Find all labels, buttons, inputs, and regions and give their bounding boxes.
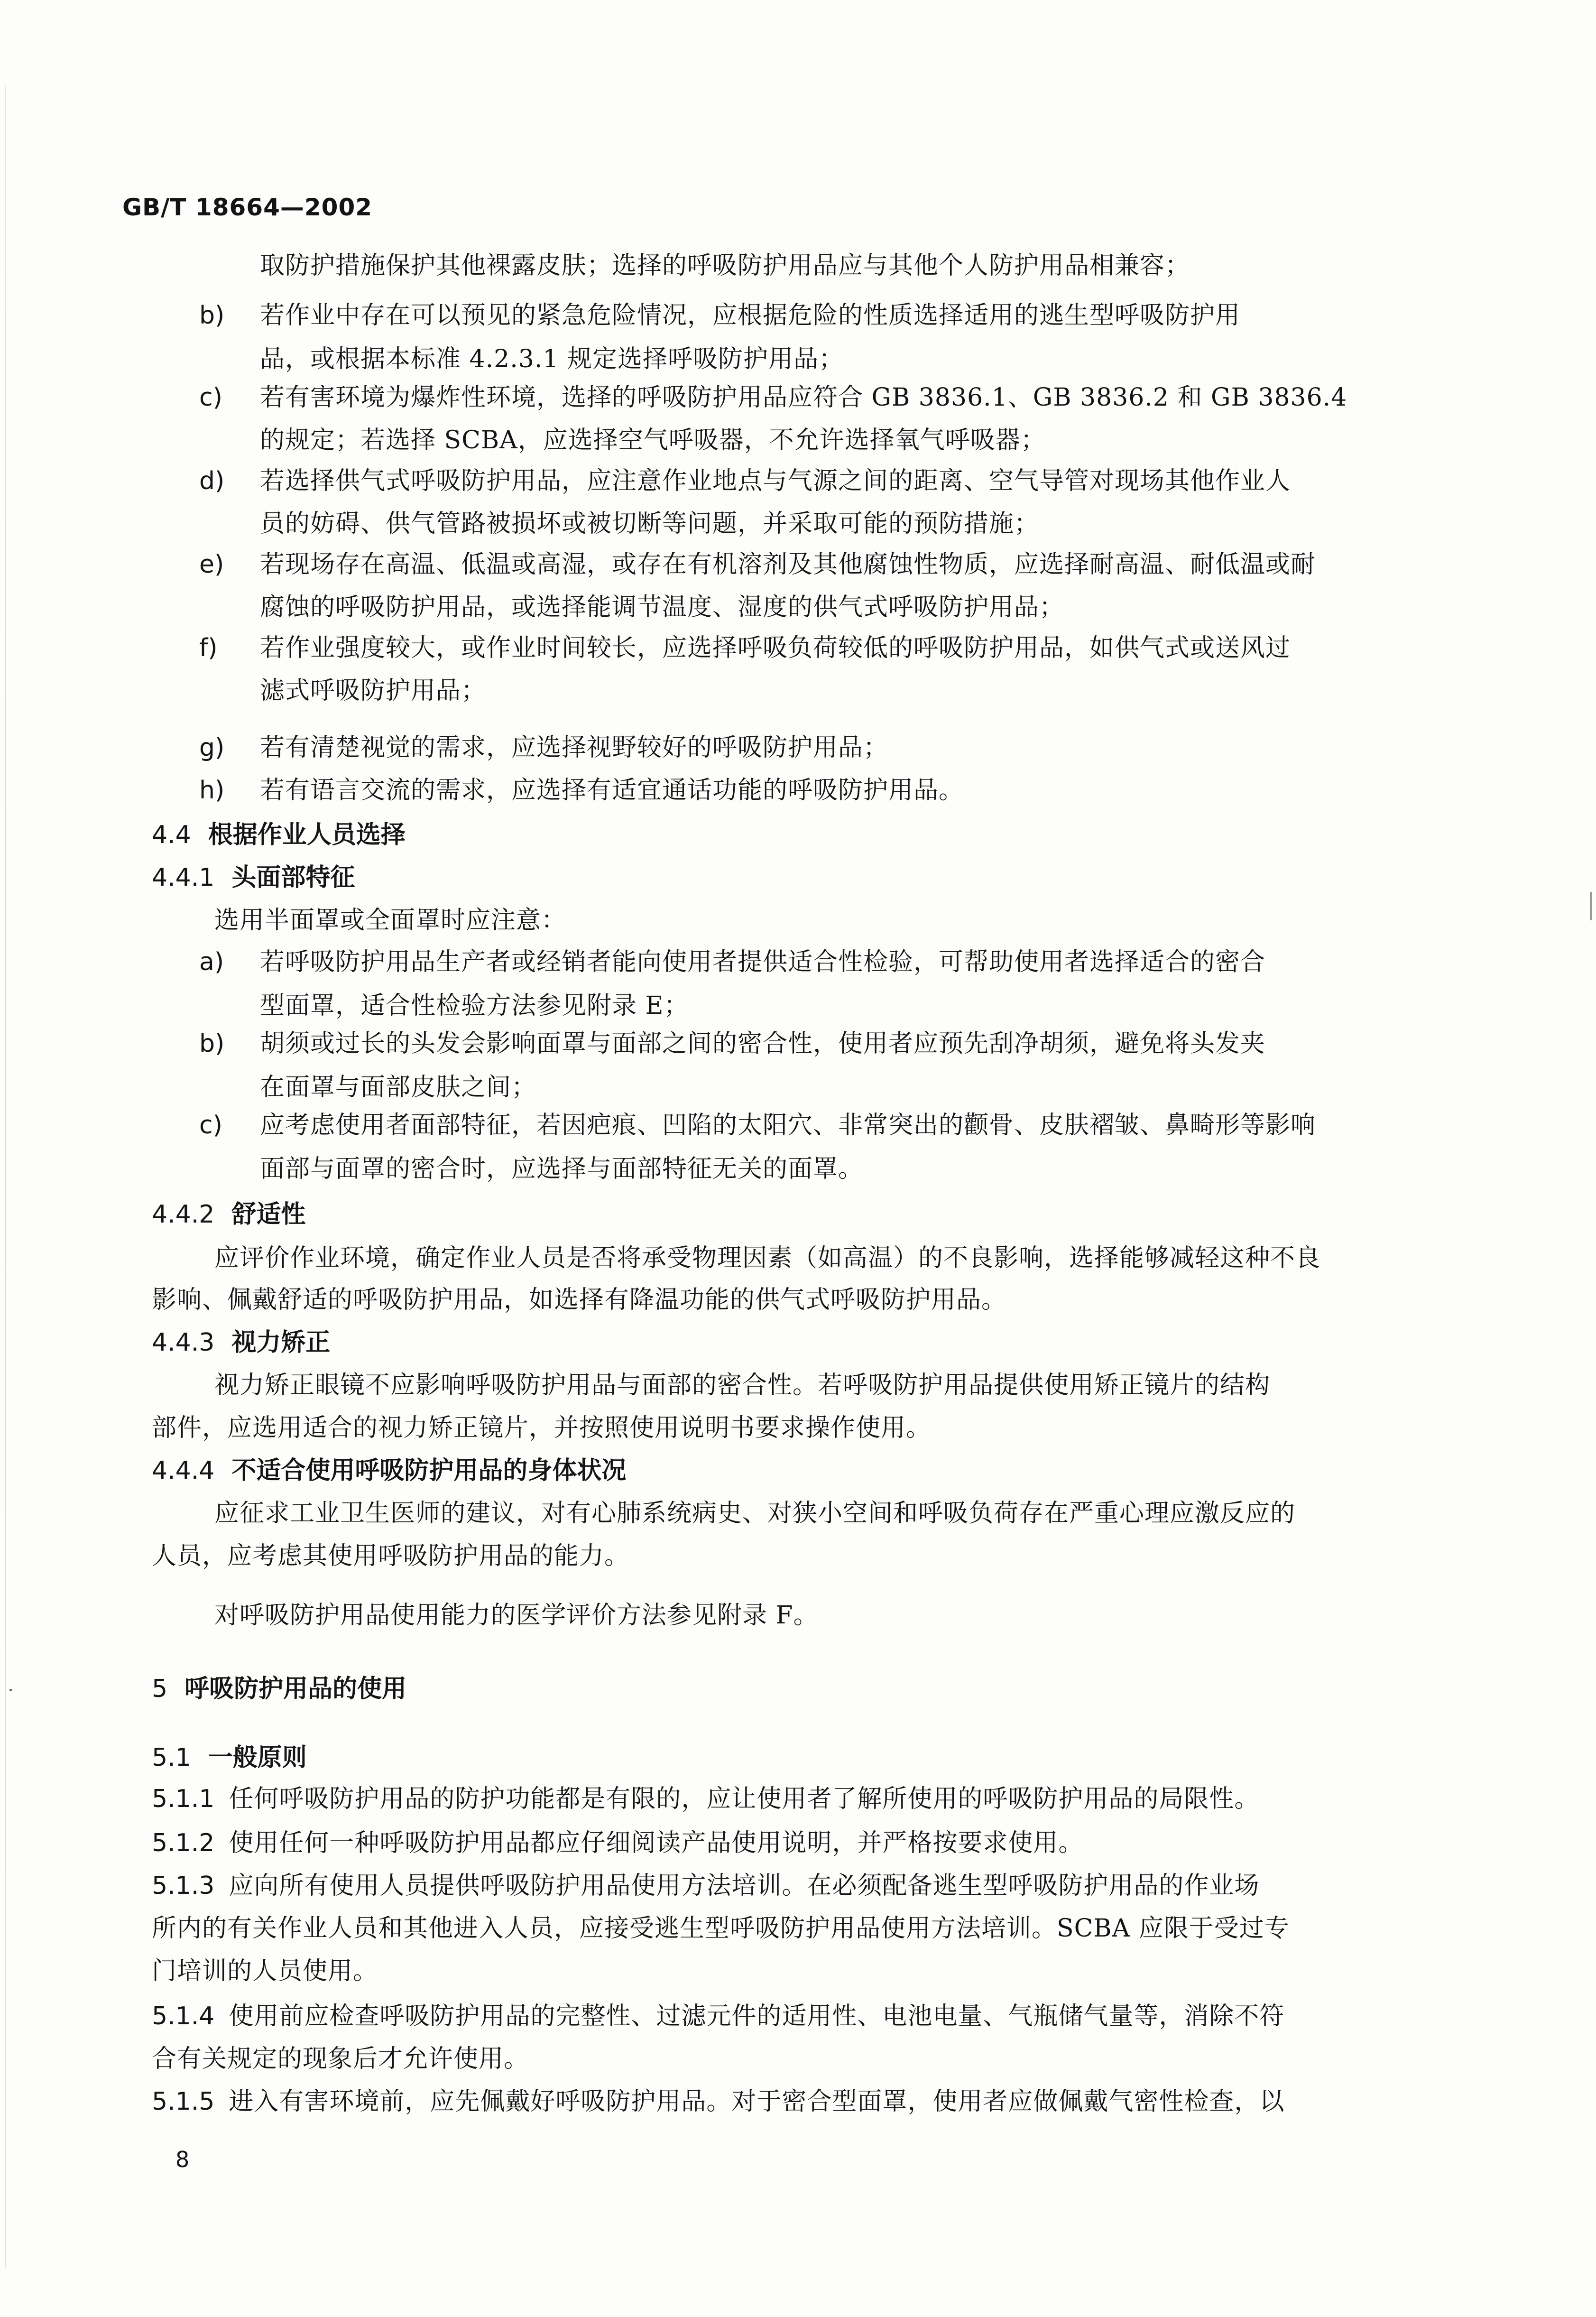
section-4-4-3-heading-title: 视力矫正 bbox=[231, 1328, 331, 1357]
scan-artifact bbox=[1590, 892, 1592, 920]
list-item-text: 胡须或过长的头发会影响面罩与面部之间的密合性，使用者应预先刮净胡须，避免将头发夹 bbox=[260, 1029, 1266, 1058]
list-item-text: 若有清楚视觉的需求，应选择视野较好的呼吸防护用品； bbox=[260, 733, 889, 762]
list-item-marker: e) bbox=[199, 550, 224, 579]
paragraph-line: 视力矫正眼镜不应影响呼吸防护用品与面部的密合性。若呼吸防护用品提供使用矫正镜片的结构 bbox=[214, 1371, 1271, 1399]
paragraph-line: 应评价作业环境，确定作业人员是否将承受物理因素（如高温）的不良影响，选择能够减轻这种不良 bbox=[214, 1244, 1321, 1272]
standard-code-header: GB/T 18664—2002 bbox=[122, 194, 373, 221]
clause-line bbox=[152, 1785, 1259, 1813]
list-item-marker: c) bbox=[199, 1111, 222, 1140]
clause-text: 使用任何一种呼吸防护用品都应仔细阅读产品使用说明，并严格按要求使用。 bbox=[229, 1829, 1084, 1857]
list-item-text: 若有害环境为爆炸性环境，选择的呼吸防护用品应符合 GB 3836.1、GB 3836.2 和 GB 3836.4 bbox=[260, 383, 1347, 412]
clause-continuation: 所内的有关作业人员和其他进入人员，应接受逃生型呼吸防护用品使用方法培训。SCBA 应限于受过专 bbox=[152, 1914, 1290, 1943]
list-item-text: 若有语言交流的需求，应选择有适宜通话功能的呼吸防护用品。 bbox=[260, 776, 964, 805]
section-4-4-heading bbox=[152, 821, 406, 849]
section-4-4-4-heading bbox=[152, 1456, 626, 1485]
clause-number: 5.1.1 bbox=[152, 1785, 215, 1813]
page-number: 8 bbox=[175, 2147, 190, 2172]
section-4-4-2-heading-number: 4.4.2 bbox=[152, 1200, 215, 1229]
section-4-4-3-heading-number: 4.4.3 bbox=[152, 1328, 215, 1357]
list-item-marker: d) bbox=[199, 467, 225, 495]
section-5-heading-title: 呼吸防护用品的使用 bbox=[185, 1675, 407, 1703]
list-item-text: 若作业中存在可以预见的紧急危险情况，应根据危险的性质选择适用的逃生型呼吸防护用 bbox=[260, 301, 1241, 330]
clause-line bbox=[152, 2002, 1284, 2030]
list-item-marker: c) bbox=[199, 383, 222, 412]
list-item-text: 型面罩，适合性检验方法参见附录 E； bbox=[260, 992, 689, 1020]
section-intro-text: 选用半面罩或全面罩时应注意： bbox=[214, 906, 567, 935]
list-item-text: 的规定；若选择 SCBA，应选择空气呼吸器，不允许选择氧气呼吸器； bbox=[260, 426, 1046, 454]
section-4-4-heading-number: 4.4 bbox=[152, 821, 191, 849]
list-item-text: 应考虑使用者面部特征，若因疤痕、凹陷的太阳穴、非常突出的颧骨、皮肤褶皱、鼻畸形等影响 bbox=[260, 1111, 1316, 1140]
section-5-1-heading-title: 一般原则 bbox=[208, 1743, 307, 1772]
clause-number: 5.1.4 bbox=[152, 2002, 215, 2030]
list-item-marker: h) bbox=[199, 776, 225, 805]
section-5-heading-number: 5 bbox=[152, 1675, 168, 1703]
section-4-4-3-heading bbox=[152, 1328, 330, 1357]
paragraph-line: 应征求工业卫生医师的建议，对有心肺系统病史、对狭小空间和呼吸负荷存在严重心理应激反应的 bbox=[214, 1499, 1296, 1528]
list-item-marker: a) bbox=[199, 948, 224, 976]
list-item-text: 员的妨碍、供气管路被损坏或被切断等问题，并采取可能的预防措施； bbox=[260, 510, 1040, 538]
list-item-text: 若呼吸防护用品生产者或经销者能向使用者提供适合性检验，可帮助使用者选择适合的密合 bbox=[260, 948, 1266, 976]
list-item-text: 腐蚀的呼吸防护用品，或选择能调节温度、湿度的供气式呼吸防护用品； bbox=[260, 593, 1065, 621]
list-item-text: 若选择供气式呼吸防护用品，应注意作业地点与气源之间的距离、空气导管对现场其他作业人 bbox=[260, 467, 1291, 495]
section-4-4-heading-title: 根据作业人员选择 bbox=[208, 821, 406, 849]
clause-number: 5.1.3 bbox=[152, 1872, 215, 1900]
clause-number: 5.1.5 bbox=[152, 2087, 215, 2116]
paragraph-line: 对呼吸防护用品使用能力的医学评价方法参见附录 F。 bbox=[214, 1601, 819, 1630]
section-4-4-4-heading-title: 不适合使用呼吸防护用品的身体状况 bbox=[231, 1456, 627, 1485]
clause-text: 使用前应检查呼吸防护用品的完整性、过滤元件的适用性、电池电量、气瓶储气量等，消除不符 bbox=[229, 2002, 1285, 2030]
section-4-4-4-heading-number: 4.4.4 bbox=[152, 1456, 215, 1485]
clause-number: 5.1.2 bbox=[152, 1829, 215, 1857]
section-4-4-1-heading bbox=[152, 863, 355, 892]
clause-text: 进入有害环境前，应先佩戴好呼吸防护用品。对于密合型面罩，使用者应做佩戴气密性检查，以 bbox=[229, 2087, 1285, 2116]
list-item-text: 面部与面罩的密合时，应选择与面部特征无关的面罩。 bbox=[260, 1155, 864, 1183]
list-item-text: 若作业强度较大，或作业时间较长，应选择呼吸负荷较低的呼吸防护用品，如供气式或送风过 bbox=[260, 634, 1291, 662]
list-item-text: 滤式呼吸防护用品； bbox=[260, 677, 487, 705]
section-4-4-2-heading-title: 舒适性 bbox=[231, 1200, 306, 1229]
list-item-marker: b) bbox=[199, 1029, 225, 1058]
section-4-4-2-heading bbox=[152, 1200, 305, 1229]
section-4-4-1-heading-title: 头面部特征 bbox=[231, 863, 355, 892]
clause-line bbox=[152, 2087, 1284, 2116]
section-5-1-heading-number: 5.1 bbox=[152, 1743, 191, 1772]
list-item-text: 在面罩与面部皮肤之间； bbox=[260, 1073, 537, 1102]
section-4-4-1-heading-number: 4.4.1 bbox=[152, 863, 215, 892]
list-item-text: 品，或根据本标准 4.2.3.1 规定选择呼吸防护用品； bbox=[260, 345, 844, 373]
list-item-marker: f) bbox=[199, 634, 218, 662]
list-item-marker: g) bbox=[199, 733, 225, 762]
clause-text: 应向所有使用人员提供呼吸防护用品使用方法培训。在必须配备逃生型呼吸防护用品的作业场 bbox=[229, 1872, 1260, 1900]
clause-line bbox=[152, 1829, 1083, 1857]
scan-edge bbox=[5, 85, 6, 2268]
continuation-text: 取防护措施保护其他裸露皮肤；选择的呼吸防护用品应与其他个人防护用品相兼容； bbox=[260, 251, 1190, 280]
paragraph-line: 影响、佩戴舒适的呼吸防护用品，如选择有降温功能的供气式呼吸防护用品。 bbox=[152, 1286, 1007, 1314]
clause-line bbox=[152, 1872, 1259, 1900]
clause-continuation: 门培训的人员使用。 bbox=[152, 1957, 378, 1985]
clause-text: 任何呼吸防护用品的防护功能都是有限的，应让使用者了解所使用的呼吸防护用品的局限性。 bbox=[229, 1785, 1260, 1813]
paragraph-line: 人员，应考虑其使用呼吸防护用品的能力。 bbox=[152, 1542, 630, 1570]
list-item-text: 若现场存在高温、低温或高湿，或存在有机溶剂及其他腐蚀性物质，应选择耐高温、耐低温或耐 bbox=[260, 550, 1316, 579]
scan-artifact bbox=[9, 1689, 12, 1691]
section-5-1-heading bbox=[152, 1743, 307, 1772]
paragraph-line: 部件，应选用适合的视力矫正镜片，并按照使用说明书要求操作使用。 bbox=[152, 1414, 932, 1442]
section-5-heading bbox=[152, 1675, 406, 1703]
clause-continuation: 合有关规定的现象后才允许使用。 bbox=[152, 2045, 529, 2073]
list-item-marker: b) bbox=[199, 301, 225, 330]
